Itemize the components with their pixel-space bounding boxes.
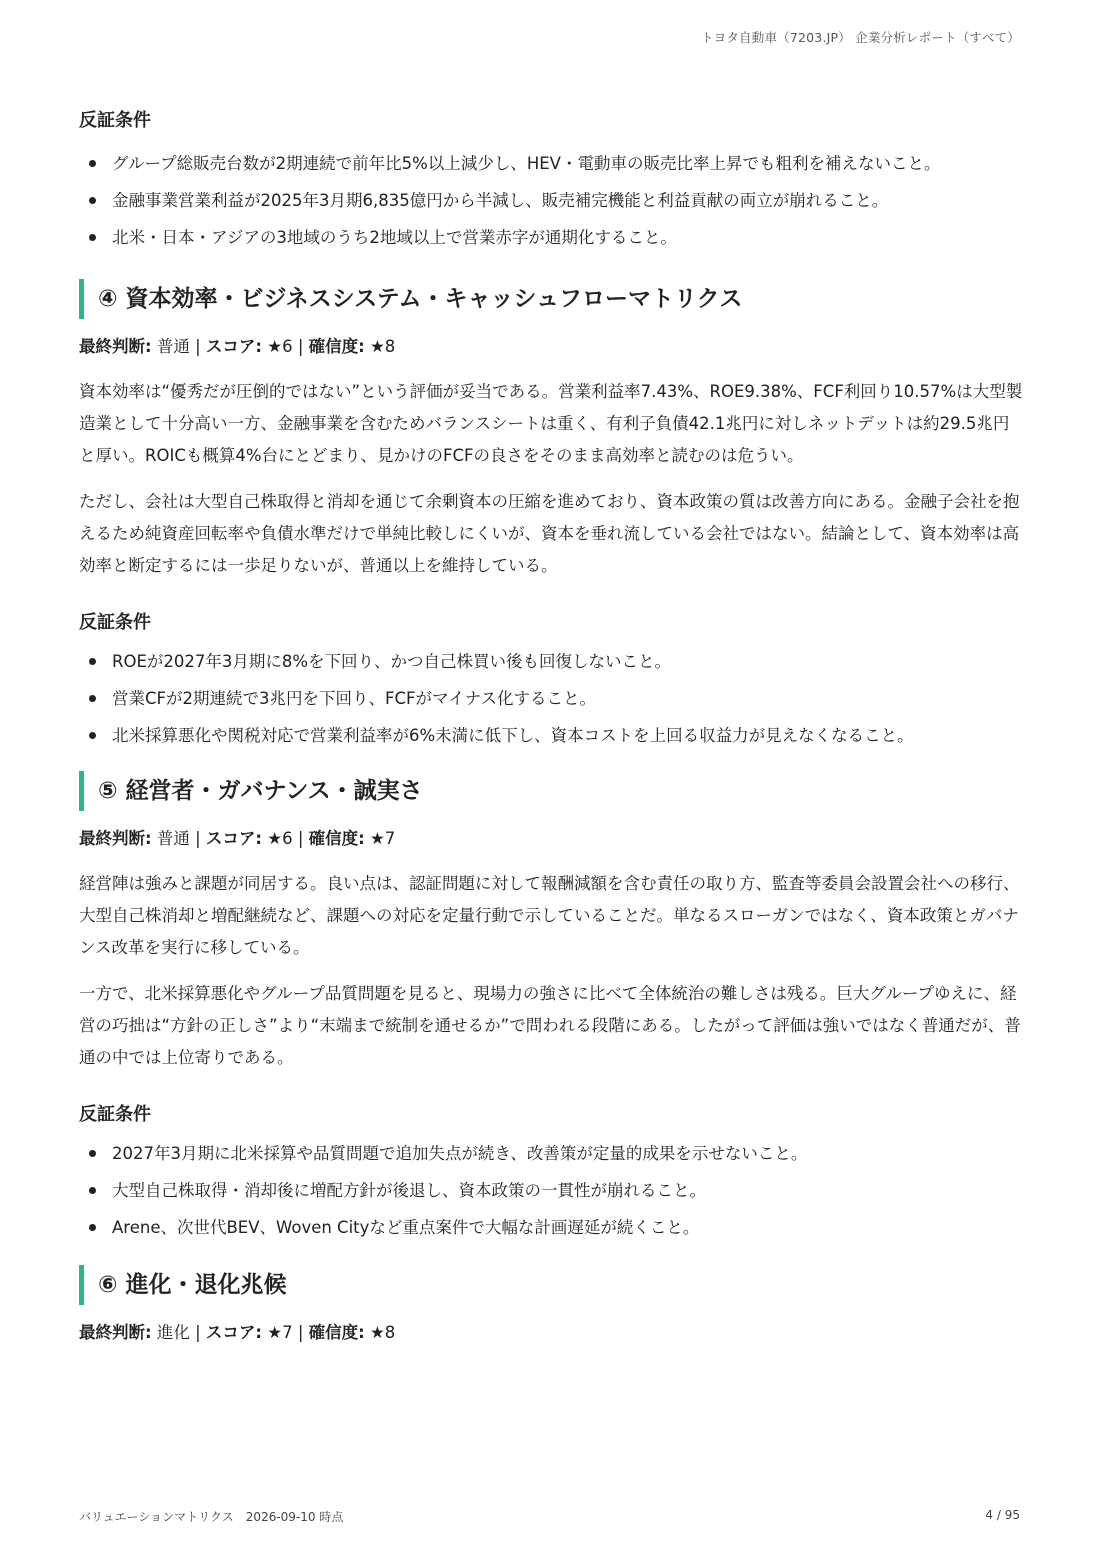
verdict-value: 普通: [156, 829, 190, 848]
verdict-value: 普通: [156, 337, 190, 356]
body-paragraph: ただし、会社は大型自己株取得と消却を通じて余剰資本の圧縮を進めており、資本政策の質は改善方向にある。金融子会社を抱えるため純資産回転率や負債水準だけで単純比較しにくいが、資本を垂れ流している会社ではない。結論として、資本効率は高効率と断定するには一歩足りないが、普通以上を維持している。: [79, 492, 1020, 575]
score-value: ★7: [267, 1323, 293, 1342]
section-heading-capital-efficiency: ④ 資本効率・ビジネスシステム・キャッシュフローマトリクス: [79, 279, 1024, 319]
verdict-line: [79, 334, 1024, 360]
footer-source: バリュエーションマトリクス 2026-09-10 時点: [79, 1510, 344, 1524]
separator: |: [195, 337, 201, 356]
body-paragraph: 経営陣は強みと課題が同居する。良い点は、認証問題に対して報酬減額を含む責任の取り方、監査等委員会設置会社への移行、大型自己株消却と増配継続など、課題への対応を定量行動で示していることだ。単なるスローガンではなく、資本政策とガバナンス改革を実行に移している。: [79, 874, 1020, 957]
section-heading-evolution-signals: ⑥ 進化・退化兆候: [79, 1265, 1024, 1305]
confidence-label: 確信度:: [308, 337, 365, 356]
list-item: Arene、次世代BEV、Woven Cityなど重点案件で大幅な計画遅延が続くこと。: [79, 1212, 1024, 1243]
list-item: 北米・日本・アジアの3地域のうち2地域以上で営業赤字が通期化すること。: [79, 222, 1024, 253]
counter-conditions-list: [79, 1138, 1024, 1243]
confidence-value: ★8: [370, 337, 396, 356]
list-item: 金融事業営業利益が2025年3月期6,835億円から半減し、販売補完機能と利益貢献の両立が崩れること。: [79, 185, 1024, 216]
list-item: 大型自己株取得・消却後に増配方針が後退し、資本政策の一貫性が崩れること。: [79, 1175, 1024, 1206]
confidence-label: 確信度:: [308, 829, 365, 848]
section-heading-management-governance: ⑤ 経営者・ガバナンス・誠実さ: [79, 771, 1024, 811]
separator: |: [297, 337, 304, 356]
score-value: ★6: [267, 337, 293, 356]
verdict-line: [79, 1320, 1024, 1346]
score-value: ★6: [267, 829, 293, 848]
confidence-label: 確信度:: [308, 1323, 365, 1342]
confidence-value: ★8: [370, 1323, 396, 1342]
list-item: 北米採算悪化や関税対応で営業利益率が6%未満に低下し、資本コストを上回る収益力が見えなくなること。: [79, 720, 1024, 751]
verdict-label: 最終判断:: [79, 1323, 152, 1342]
score-label: スコア:: [205, 337, 263, 356]
counter-conditions-list: [79, 148, 1024, 253]
counter-conditions-heading: 反証条件: [79, 612, 151, 633]
separator: |: [297, 1323, 304, 1342]
list-item: ROEが2027年3月期に8%を下回り、かつ自己株買い後も回復しないこと。: [79, 646, 1024, 677]
separator: |: [195, 829, 201, 848]
separator: |: [297, 829, 304, 848]
body-paragraph: 資本効率は“優秀だが圧倒的ではない”という評価が妥当である。営業利益率7.43%、ROE9.38%、FCF利回り10.57%は大型製造業として十分高い一方、金融事業を含むためバランスシートは重く、有利子負債42.1兆円に対しネットデットは約29.5兆円と厚い。ROICも概算4%台にとどまり、見かけのFCFの良さをそのまま高効率と読むのは危うい。: [79, 382, 1023, 465]
report-body: [79, 106, 1024, 1346]
verdict-label: 最終判断:: [79, 337, 152, 356]
body-paragraph: 一方で、北米採算悪化やグループ品質問題を見ると、現場力の強さに比べて全体統治の難しさは残る。巨大グループゆえに、経営の巧拙は“方針の正しさ”より“末端まで統制を通せるか”で問われる段階にある。したがって評価は強いではなく普通だが、普通の中では上位寄りである。: [79, 984, 1021, 1067]
separator: |: [195, 1323, 201, 1342]
score-label: スコア:: [205, 1323, 263, 1342]
verdict-label: 最終判断:: [79, 829, 152, 848]
verdict-value: 進化: [156, 1323, 190, 1342]
counter-conditions-heading: 反証条件: [79, 110, 151, 131]
list-item: 営業CFが2期連続で3兆円を下回り、FCFがマイナス化すること。: [79, 683, 1024, 714]
score-label: スコア:: [205, 829, 263, 848]
page-number: 4 / 95: [985, 1508, 1020, 1522]
verdict-line: [79, 826, 1024, 852]
confidence-value: ★7: [370, 829, 396, 848]
list-item: 2027年3月期に北米採算や品質問題で追加失点が続き、改善策が定量的成果を示せないこと。: [79, 1138, 1024, 1169]
counter-conditions-heading: 反証条件: [79, 1104, 151, 1125]
counter-conditions-list: [79, 646, 1024, 751]
list-item: グループ総販売台数が2期連続で前年比5%以上減少し、HEV・電動車の販売比率上昇でも粗利を補えないこと。: [79, 148, 1024, 179]
report-header: トヨタ自動車（7203.JP） 企業分析レポート（すべて）: [700, 30, 1020, 45]
